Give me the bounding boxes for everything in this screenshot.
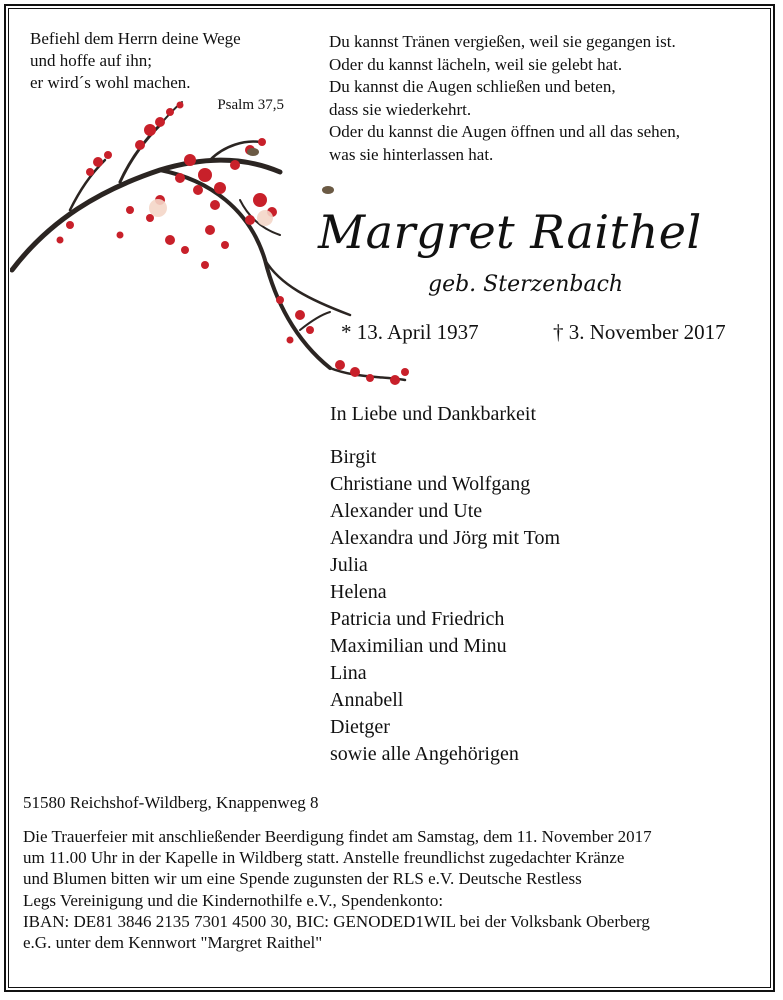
notice-line: Die Trauerfeier mit anschließender Beerdigung findet am Samstag, dem 11. November 2017 <box>23 827 652 846</box>
notice-line: und Blumen bitten wir um eine Spende zugunsten der RLS e.V. Deutsche Restless <box>23 869 582 889</box>
poem-line: dass sie wiederkehrt. <box>329 99 472 119</box>
mourners-intro: In Liebe und Dankbarkeit <box>330 403 537 425</box>
poem-line: Oder du kannst die Augen öffnen und all das sehen, <box>329 122 680 142</box>
poem-line: Oder du kannst lächeln, weil sie gelebt hat. <box>329 54 623 74</box>
psalm-reference: Psalm 37,5 <box>217 97 284 113</box>
deceased-name: Margret Raithel <box>318 205 702 259</box>
mourners-list <box>330 444 560 768</box>
poem-line: Du kannst Tränen vergießen, weil sie gegangen ist. <box>329 32 676 51</box>
notice-line: IBAN: DE81 3846 2135 7301 4500 30, BIC: GENODED1WIL bei der Volksbank Oberberg <box>23 911 650 931</box>
psalm-line: Befiehl dem Herrn deine Wege <box>30 29 241 48</box>
notice-line: um 11.00 Uhr in der Kapelle in Wildberg statt. Anstelle freundlichst zugedachter Kränze <box>23 848 625 868</box>
poem-line: was sie hinterlassen hat. <box>329 144 494 164</box>
mourner-name: Lina <box>330 662 367 684</box>
maiden-name: geb. Sterzenbach <box>428 272 624 297</box>
death-date: † 3. November 2017 <box>553 320 726 344</box>
funeral-notice <box>23 826 763 953</box>
mourner-name: Birgit <box>330 446 377 468</box>
mourner-name: Julia <box>330 554 368 576</box>
mourner-name: Alexandra und Jörg mit Tom <box>330 527 561 549</box>
psalm-line: er wird´s wohl machen. <box>30 73 191 92</box>
poem-line: Du kannst die Augen schließen und beten, <box>329 77 616 97</box>
mourner-name: sowie alle Angehörigen <box>330 743 519 765</box>
notice-line: e.G. unter dem Kennwort "Margret Raithel" <box>23 933 323 953</box>
mourner-name: Patricia und Friedrich <box>330 608 505 630</box>
mourner-name: Christiane und Wolfgang <box>330 473 531 495</box>
mourner-name: Helena <box>330 581 387 603</box>
mourner-name: Annabell <box>330 689 404 711</box>
birth-date: * 13. April 1937 <box>341 320 479 344</box>
mourner-name: Dietger <box>330 716 390 738</box>
mourner-name: Alexander und Ute <box>330 500 483 522</box>
notice-line: Legs Vereinigung und die Kindernothilfe e.V., Spendenkonto: <box>23 890 444 910</box>
psalm-line: und hoffe auf ihn; <box>30 51 152 70</box>
address: 51580 Reichshof-Wildberg, Knappenweg 8 <box>23 793 319 812</box>
mourner-name: Maximilian und Minu <box>330 635 507 657</box>
